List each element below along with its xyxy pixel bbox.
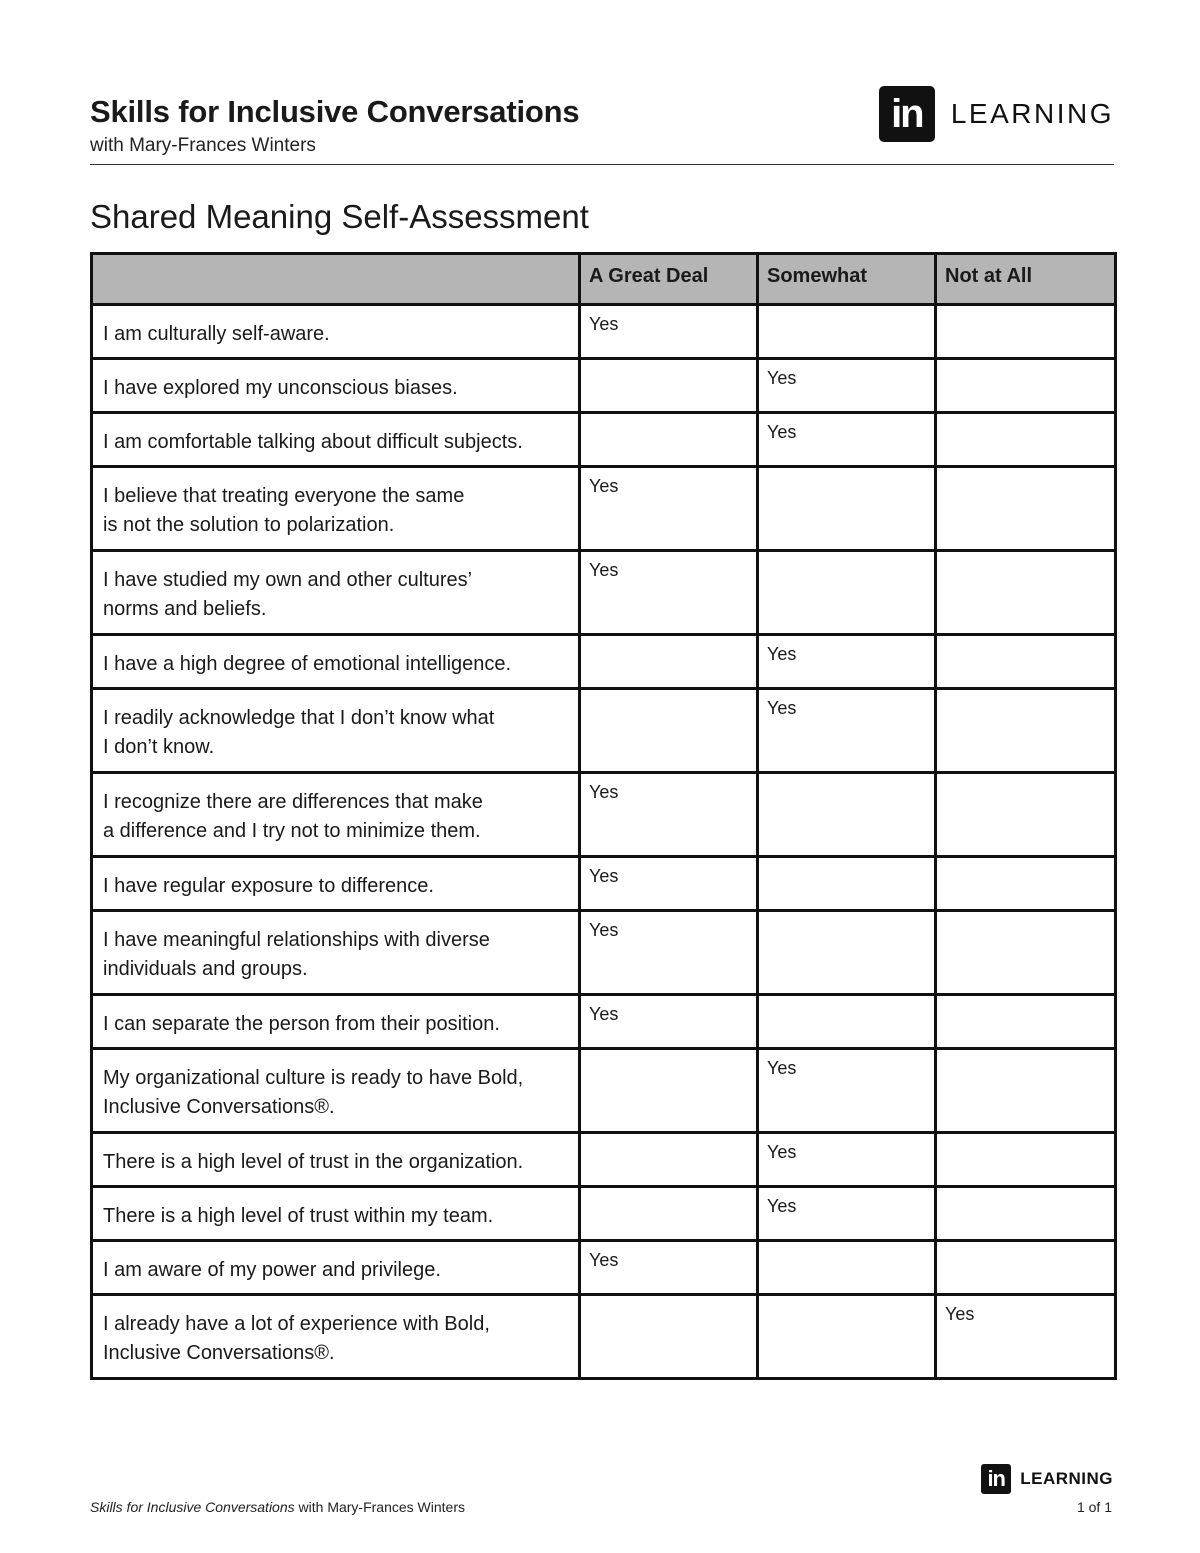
answer-great-deal-cell xyxy=(580,635,758,689)
table-row xyxy=(92,551,1116,635)
answer-great-deal-cell: Yes xyxy=(580,1241,758,1295)
answer-somewhat-cell xyxy=(758,467,936,551)
column-header-great-deal: A Great Deal xyxy=(580,254,758,305)
answer-not-at-all-cell xyxy=(936,773,1116,857)
answer-somewhat-cell xyxy=(758,857,936,911)
statement-cell: I have meaningful relationships with diverse individuals and groups. xyxy=(92,911,580,995)
table-row xyxy=(92,413,1116,467)
table-row xyxy=(92,305,1116,359)
footer-course-instructor: with Mary-Frances Winters xyxy=(294,1499,465,1515)
footer-linkedin-in-icon: in xyxy=(981,1464,1011,1494)
answer-somewhat-cell: Yes xyxy=(758,413,936,467)
statement-cell: I am comfortable talking about difficult subjects. xyxy=(92,413,580,467)
statement-cell: I have studied my own and other cultures’ norms and beliefs. xyxy=(92,551,580,635)
table-row xyxy=(92,635,1116,689)
table-row xyxy=(92,467,1116,551)
answer-somewhat-cell xyxy=(758,551,936,635)
answer-somewhat-cell: Yes xyxy=(758,689,936,773)
table-row xyxy=(92,773,1116,857)
section-title: Shared Meaning Self-Assessment xyxy=(90,198,589,235)
answer-not-at-all-cell xyxy=(936,689,1116,773)
statement-cell: I recognize there are differences that make a difference and I try not to minimize them. xyxy=(92,773,580,857)
answer-somewhat-cell: Yes xyxy=(758,1187,936,1241)
page-number: 1 of 1 xyxy=(1076,1499,1112,1515)
answer-somewhat-cell xyxy=(758,1295,936,1379)
answer-great-deal-cell: Yes xyxy=(580,995,758,1049)
table-row xyxy=(92,857,1116,911)
answer-great-deal-cell xyxy=(580,1187,758,1241)
table-row xyxy=(92,1241,1116,1295)
answer-not-at-all-cell xyxy=(936,995,1116,1049)
column-header-somewhat: Somewhat xyxy=(758,254,936,305)
footer-linkedin-learning-logo xyxy=(981,1464,1113,1494)
statement-cell: I believe that treating everyone the same is not the solution to polarization. xyxy=(92,467,580,551)
statement-cell: I have explored my unconscious biases. xyxy=(92,359,580,413)
statement-cell: There is a high level of trust within my team. xyxy=(92,1187,580,1241)
answer-somewhat-cell: Yes xyxy=(758,1133,936,1187)
answer-somewhat-cell: Yes xyxy=(758,1049,936,1133)
answer-somewhat-cell xyxy=(758,1241,936,1295)
answer-not-at-all-cell: Yes xyxy=(936,1295,1116,1379)
footer-learning-wordmark: LEARNING xyxy=(1020,1469,1113,1488)
answer-not-at-all-cell xyxy=(936,413,1116,467)
answer-great-deal-cell: Yes xyxy=(580,857,758,911)
linkedin-learning-logo xyxy=(879,86,1114,142)
column-header-not-at-all: Not at All xyxy=(936,254,1116,305)
answer-great-deal-cell xyxy=(580,689,758,773)
answer-great-deal-cell: Yes xyxy=(580,551,758,635)
answer-not-at-all-cell xyxy=(936,1241,1116,1295)
answer-great-deal-cell: Yes xyxy=(580,305,758,359)
answer-not-at-all-cell xyxy=(936,467,1116,551)
answer-somewhat-cell xyxy=(758,995,936,1049)
table-row xyxy=(92,995,1116,1049)
answer-not-at-all-cell xyxy=(936,551,1116,635)
table-row xyxy=(92,1295,1116,1379)
answer-great-deal-cell xyxy=(580,1133,758,1187)
answer-not-at-all-cell xyxy=(936,305,1116,359)
linkedin-in-icon: in xyxy=(879,86,935,142)
document-subtitle: with Mary-Frances Winters xyxy=(90,135,316,156)
answer-somewhat-cell xyxy=(758,911,936,995)
table-row xyxy=(92,1187,1116,1241)
statement-cell: I can separate the person from their position. xyxy=(92,995,580,1049)
statement-cell: I have regular exposure to difference. xyxy=(92,857,580,911)
answer-not-at-all-cell xyxy=(936,857,1116,911)
answer-somewhat-cell xyxy=(758,773,936,857)
table-row xyxy=(92,1133,1116,1187)
answer-not-at-all-cell xyxy=(936,1187,1116,1241)
answer-great-deal-cell xyxy=(580,413,758,467)
answer-not-at-all-cell xyxy=(936,1133,1116,1187)
statement-cell: I am aware of my power and privilege. xyxy=(92,1241,580,1295)
answer-great-deal-cell xyxy=(580,359,758,413)
table-body xyxy=(92,305,1116,1379)
statement-cell: I already have a lot of experience with Bold, Inclusive Conversations®. xyxy=(92,1295,580,1379)
answer-not-at-all-cell xyxy=(936,911,1116,995)
answer-not-at-all-cell xyxy=(936,359,1116,413)
learning-wordmark: LEARNING xyxy=(950,98,1114,129)
answer-somewhat-cell xyxy=(758,305,936,359)
table-row xyxy=(92,689,1116,773)
answer-not-at-all-cell xyxy=(936,635,1116,689)
answer-great-deal-cell: Yes xyxy=(580,467,758,551)
statement-cell: My organizational culture is ready to have Bold, Inclusive Conversations®. xyxy=(92,1049,580,1133)
answer-great-deal-cell xyxy=(580,1049,758,1133)
table-row xyxy=(92,911,1116,995)
answer-great-deal-cell: Yes xyxy=(580,773,758,857)
statement-cell: I am culturally self-aware. xyxy=(92,305,580,359)
table-header-row xyxy=(92,254,1116,305)
answer-great-deal-cell xyxy=(580,1295,758,1379)
column-header-statement xyxy=(92,254,580,305)
table-row xyxy=(92,359,1116,413)
footer-course-title: Skills for Inclusive Conversations xyxy=(90,1499,295,1515)
answer-great-deal-cell: Yes xyxy=(580,911,758,995)
statement-cell: There is a high level of trust in the organization. xyxy=(92,1133,580,1187)
footer-course-credit xyxy=(90,1499,465,1515)
self-assessment-table xyxy=(90,252,1117,1380)
answer-somewhat-cell: Yes xyxy=(758,359,936,413)
document-title: Skills for Inclusive Conversations xyxy=(90,94,580,129)
answer-not-at-all-cell xyxy=(936,1049,1116,1133)
answer-somewhat-cell: Yes xyxy=(758,635,936,689)
statement-cell: I readily acknowledge that I don’t know what I don’t know. xyxy=(92,689,580,773)
table-row xyxy=(92,1049,1116,1133)
document-header xyxy=(90,90,1114,165)
statement-cell: I have a high degree of emotional intelligence. xyxy=(92,635,580,689)
